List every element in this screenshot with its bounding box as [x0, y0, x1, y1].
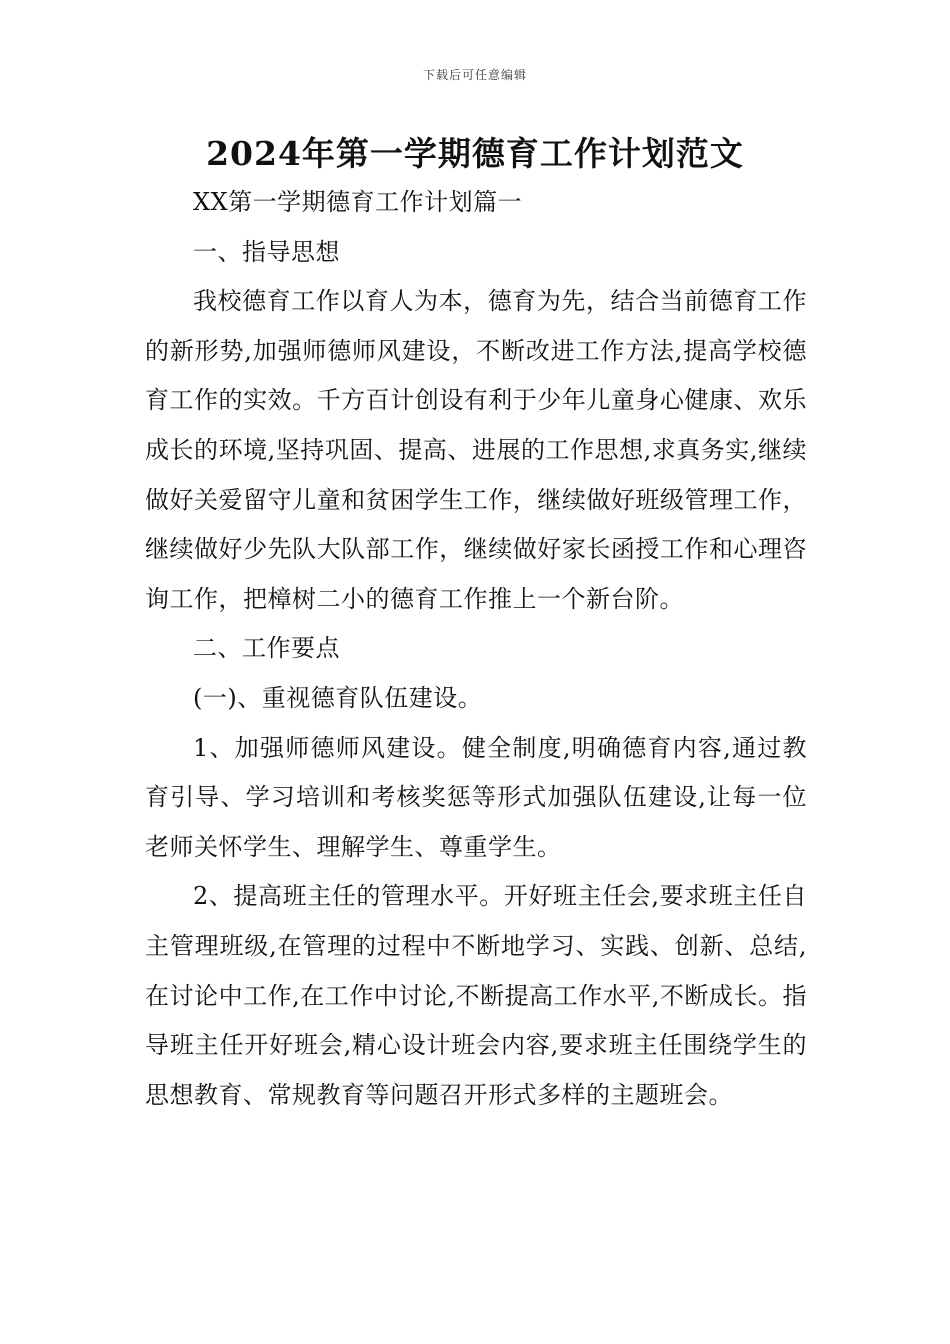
subsection-heading: (一)、重视德育队伍建设。: [193, 683, 483, 712]
body-paragraph: 1、加强师德师风建设。健全制度,明确德育内容,通过教育引导、学习培训和考核奖惩等形式加强队伍建设,让每一位老师关怀学生、理解学生、尊重学生。: [145, 733, 807, 861]
section-heading-work-points: 二、工作要点: [193, 634, 340, 663]
subtitle-paragraph: XX第一学期德育工作计划篇一: [193, 188, 523, 216]
section-heading-guiding-ideology: 一、指导思想: [193, 237, 340, 266]
document-body: [145, 178, 807, 1120]
document-title: 2024年第一学期德育工作计划范文: [206, 134, 744, 173]
body-paragraph: 我校德育工作以育人为本，德育为先，结合当前德育工作的新形势,加强师德师风建设，不断改进工作方法,提高学校德育工作的实效。千方百计创设有利于少年儿童身心健康、欢乐成长的环境,坚持巩固、提高、进展的工作思想,求真务实,继续做好关爱留守儿童和贫困学生工作，继续做好班级管理工作，继续做好少先队大队部工作，继续做好家长函授工作和心理咨询工作，把樟树二小的德育工作推上一个新台阶。: [145, 287, 807, 613]
header-note: 下载后可任意编辑: [422, 68, 527, 82]
body-paragraph: 2、提高班主任的管理水平。开好班主任会,要求班主任自主管理班级,在管理的过程中不断地学习、实践、创新、总结,在讨论中工作,在工作中讨论,不断提高工作水平,不断成长。指导班主任开好班会,精心设计班会内容,要求班主任围绕学生的思想教育、常规教育等问题召开形式多样的主题班会。: [145, 882, 807, 1109]
